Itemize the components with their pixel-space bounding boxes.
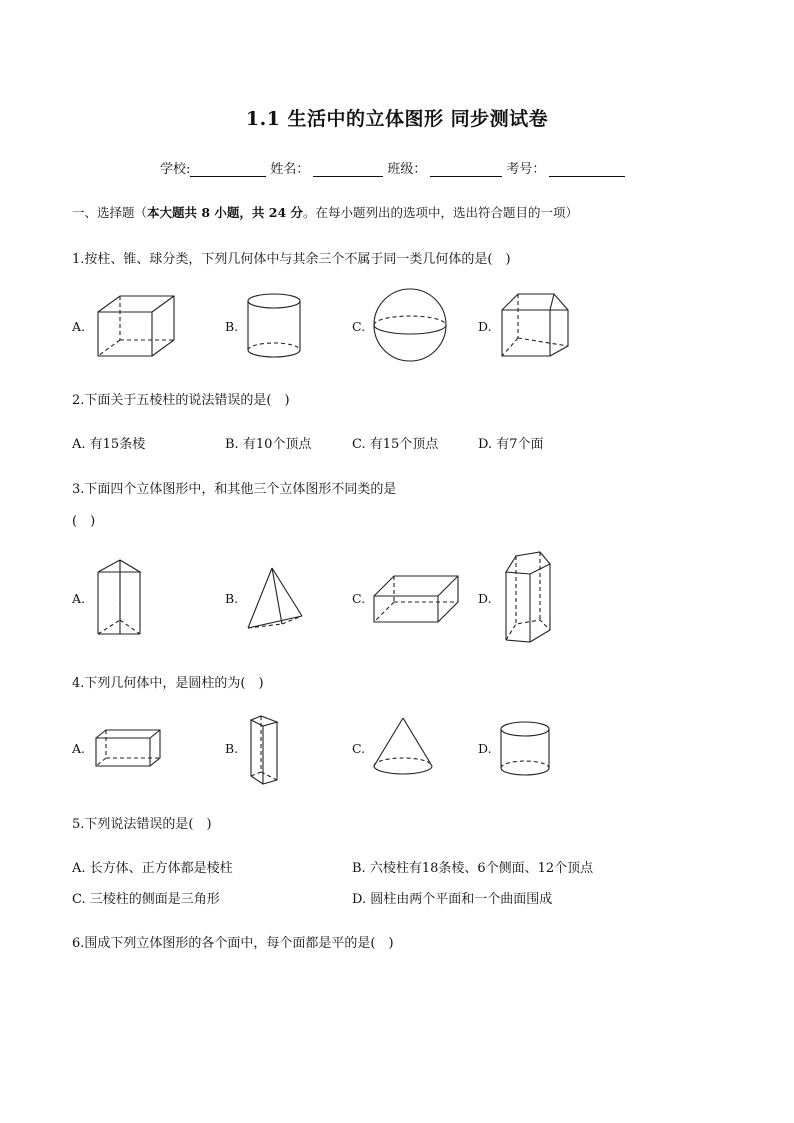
pentagonal-prism-figure [500, 550, 556, 646]
school-field[interactable] [190, 162, 266, 177]
cone-figure [372, 716, 434, 778]
q5-option-b[interactable]: B. 六棱柱有18条棱、6个侧面、12个顶点 [352, 861, 594, 876]
q5-option-d[interactable]: D. 圆柱由两个平面和一个曲面围成 [352, 892, 553, 907]
section-heading: 一、选择题（本大题共 8 小题，共 24 分。在每小题列出的选项中，选出符合题目的一项） [72, 205, 579, 220]
name-label: 姓名： [270, 162, 310, 177]
info-line [160, 158, 629, 177]
q4-option-c[interactable]: C. [352, 741, 366, 756]
rectangular-box-figure [372, 574, 462, 626]
school-label: 学校: [160, 162, 191, 177]
q4-option-d[interactable]: D. [478, 741, 492, 756]
q3-option-c[interactable]: C. [352, 591, 366, 606]
q4-option-b[interactable]: B. [225, 741, 239, 756]
q3-option-a[interactable]: A. [72, 591, 86, 606]
sphere-figure [372, 288, 452, 364]
q2-option-b[interactable]: B. 有10个顶点 [225, 437, 312, 452]
short-cylinder-figure [500, 720, 552, 778]
q4-option-a[interactable]: A. [72, 741, 86, 756]
q2-option-d[interactable]: D. 有7个面 [478, 437, 544, 452]
q1-option-a[interactable]: A. [72, 319, 86, 334]
id-field[interactable] [549, 162, 625, 177]
q5-option-a[interactable]: A. 长方体、正方体都是棱柱 [72, 861, 233, 876]
cube-figure [96, 294, 176, 358]
question-4-stem: 4.下列几何体中，是圆柱的为( ) [72, 676, 264, 691]
class-label: 班级： [387, 162, 427, 177]
question-3-stem: 3.下面四个立体图形中，和其他三个立体图形不同类的是 [72, 482, 397, 497]
question-6-stem: 6.围成下列立体图形的各个面中，每个面都是平的是( ) [72, 936, 394, 951]
question-1-stem: 1.按柱、锥、球分类，下列几何体中与其余三个不属于同一类几何体的是( ) [72, 252, 511, 267]
page-title: 1.1 生活中的立体图形 同步测试卷 [245, 108, 549, 130]
triangular-pyramid-figure [246, 566, 306, 632]
triangular-prism-figure [96, 558, 146, 638]
flat-box-figure [94, 728, 164, 770]
q5-option-c[interactable]: C. 三棱柱的侧面是三角形 [72, 892, 220, 907]
id-label: 考号： [506, 162, 546, 177]
q3-option-b[interactable]: B. [225, 591, 239, 606]
q3-option-d[interactable]: D. [478, 591, 492, 606]
q1-option-c[interactable]: C. [352, 319, 366, 334]
q2-option-c[interactable]: C. 有15个顶点 [352, 437, 439, 452]
name-field[interactable] [313, 162, 383, 177]
q1-option-d[interactable]: D. [478, 319, 492, 334]
question-3-bracket: ( ) [72, 514, 96, 529]
q1-option-b[interactable]: B. [225, 319, 239, 334]
q2-option-a[interactable]: A. 有15条棱 [72, 437, 146, 452]
question-5-stem: 5.下列说法错误的是( ) [72, 817, 212, 832]
tall-triangular-prism-figure [249, 714, 281, 786]
question-2-stem: 2.下面关于五棱柱的说法错误的是( ) [72, 393, 290, 408]
house-prism-figure [498, 290, 572, 360]
class-field[interactable] [430, 162, 502, 177]
cylinder-figure [247, 292, 303, 360]
